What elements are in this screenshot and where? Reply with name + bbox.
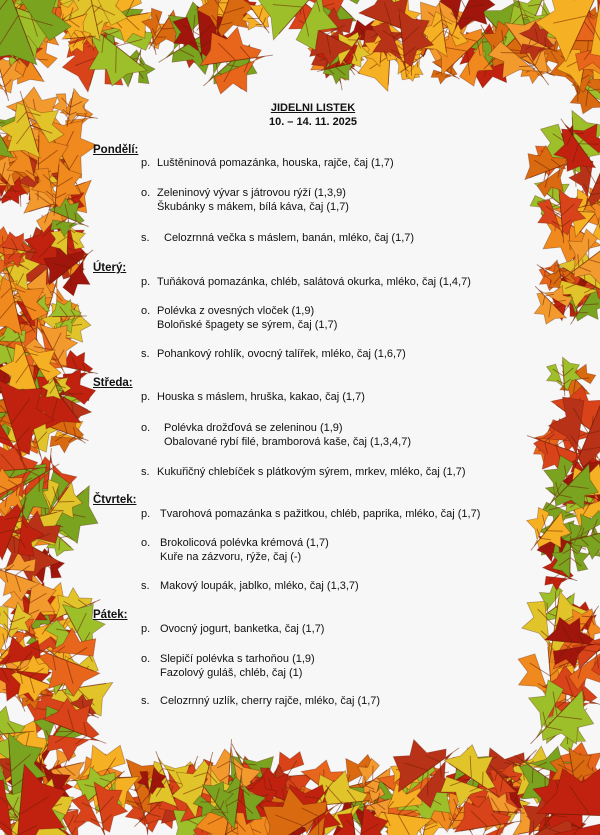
meal-text: Ovocný jogurt, banketka, čaj (1,7) [160,623,325,635]
meal-text: Tvarohová pomazánka s pažitkou, chléb, paprika, mléko, čaj (1,7) [160,508,481,520]
meal-marker: s. [141,232,150,244]
day-heading: Úterý: [93,262,127,274]
meal-text: Slepičí polévka s tarhoňou (1,9) [160,653,315,665]
meal-text: Polévka drožďová se zeleninou (1,9) [164,422,343,434]
meal-marker: p. [141,508,151,520]
meal-marker: s. [141,348,150,360]
meal-marker: o. [141,187,151,199]
menu-dates: 10. – 14. 11. 2025 [268,116,358,128]
meal-text: Kukuřičný chlebíček s plátkovým sýrem, mrkev, mléko, čaj (1,7) [157,466,466,478]
meal-marker: o. [141,537,151,549]
meal-marker: s. [141,466,150,478]
meal-marker: p. [141,391,151,403]
meal-text: Boloňské špagety se sýrem, čaj (1,7) [157,319,338,331]
meal-text: Zeleninový vývar s játrovou rýží (1,3,9) [157,187,346,199]
meal-text: Obalované rybí filé, bramborová kaše, čaj (1,3,4,7) [164,436,412,448]
meal-text: Brokolicová polévka krémová (1,7) [160,537,329,549]
meal-text: Celozrnná večka s máslem, banán, mléko, čaj (1,7) [164,232,415,244]
meal-marker: o. [141,422,151,434]
meal-marker: p. [141,623,151,635]
meal-marker: s. [141,695,150,707]
meal-text: Makový loupák, jablko, mléko, čaj (1,3,7) [160,580,359,592]
meal-text: Houska s máslem, hruška, kakao, čaj (1,7) [157,391,365,403]
meal-text: Polévka z ovesných vloček (1,9) [157,305,315,317]
meal-text: Tuňáková pomazánka, chléb, salátová okurka, mléko, čaj (1,4,7) [157,276,471,288]
meal-text: Pohankový rohlík, ovocný talířek, mléko, čaj (1,6,7) [157,348,406,360]
meal-marker: p. [141,157,151,169]
meal-text: Fazolový guláš, chléb, čaj (1) [160,667,303,679]
meal-text: Luštěninová pomazánka, houska, rajče, čaj (1,7) [157,157,394,169]
meal-marker: o. [141,305,151,317]
day-heading: Pátek: [93,609,128,621]
meal-text: Kuře na zázvoru, rýže, čaj (-) [160,551,302,563]
meal-marker: s. [141,580,150,592]
meal-text: Celozrnný uzlík, cherry rajče, mléko, čaj (1,7) [160,695,381,707]
meal-text: Škubánky s mákem, bílá káva, čaj (1,7) [157,201,349,213]
day-heading: Pondělí: [93,144,139,156]
menu-title: JIDELNI LISTEK [270,102,356,114]
meal-marker: p. [141,276,151,288]
day-heading: Čtvrtek: [93,494,137,506]
day-heading: Středa: [93,377,133,389]
meal-marker: o. [141,653,151,665]
